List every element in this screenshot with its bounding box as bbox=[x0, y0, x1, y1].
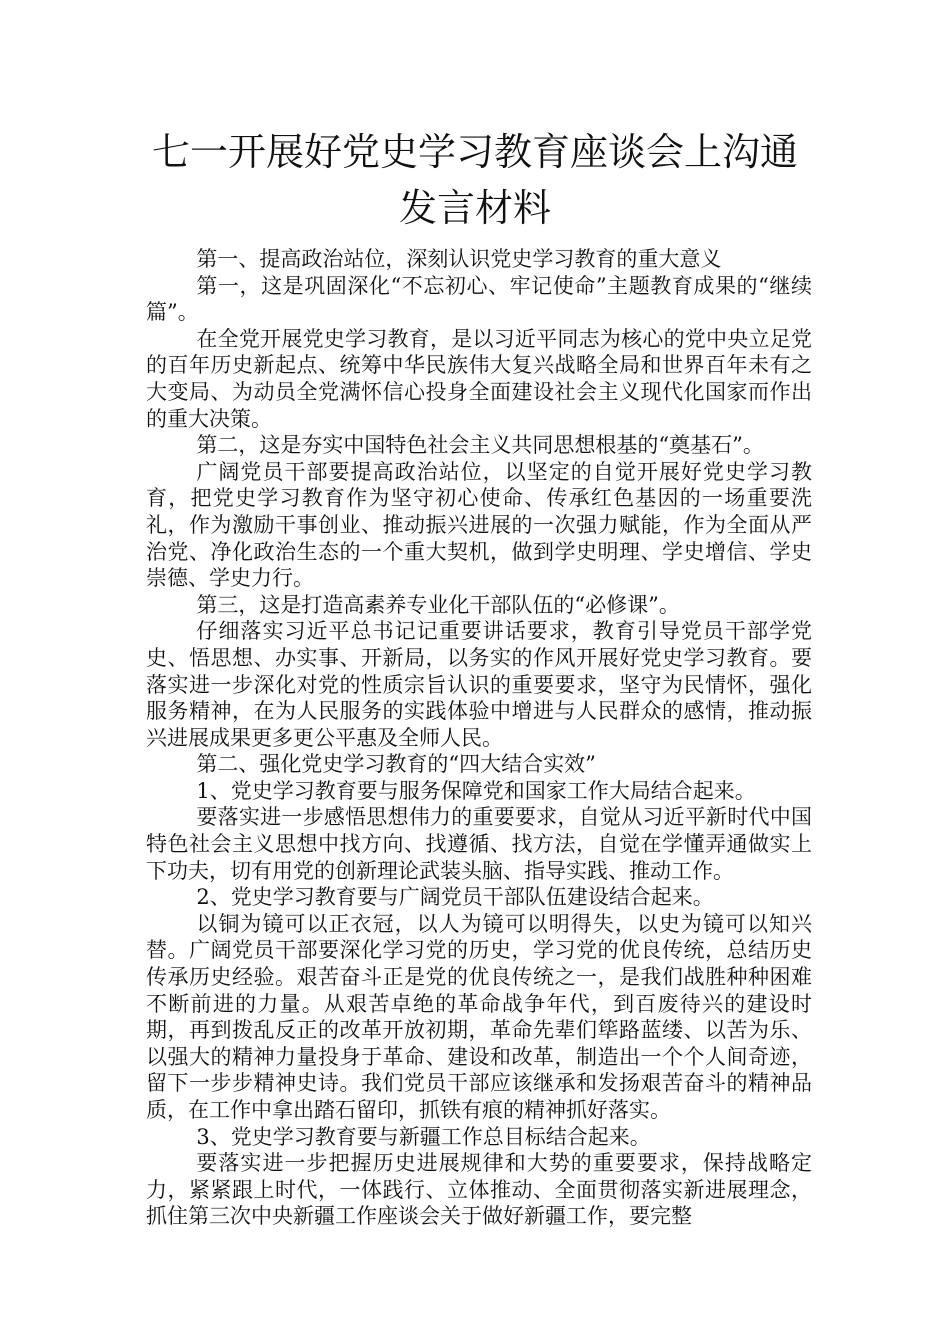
numbered-item-2: 2、党史学习教育要与广阔党员干部队伍建设结合起来。 bbox=[196, 885, 714, 910]
paragraph: 广阔党员干部要提高政治站位，以坚定的自觉开展好党史学习教育，把党史学习教育作为坚守初心使命、传承红色基因的一场重要洗礼，作为激励干事创业、推动振兴进展的一次强力赋能，作为全面从严治党、净化政治生态的一个重大契机，做到学史明理、学史增信、学史崇德、学史力行。 bbox=[146, 459, 812, 591]
paragraph: 要落实进一步把握历史进展规律和大势的重要要求，保持战略定力，紧紧跟上时代，一体践行、立体推动、全面贯彻落实新进展理念，抓住第三次中央新疆工作座谈会关于做好新疆工作，要完整 bbox=[146, 1151, 812, 1229]
paragraph-point-2: 第二，这是夯实中国特色社会主义共同思想根基的“奠基石”。 bbox=[196, 433, 764, 458]
paragraph: 仔细落实习近平总书记记重要讲话要求，教育引导党员干部学党史、悟思想、办实事、开新局，以务实的作风开展好党史学习教育。要落实进一步深化对党的性质宗旨认识的重要要求，坚守为民情怀，强化服务精神，在为人民服务的实践体验中增进与人民群众的感情，推动振兴进展成果更多更公平惠及全师人民。 bbox=[146, 619, 812, 750]
paragraph-point-1: 第一，这是巩固深化“不忘初心、牢记使命”主题教育成果的“继续篇”。 bbox=[146, 273, 812, 325]
document-body bbox=[146, 246, 812, 1230]
numbered-item-3: 3、党史学习教育要与新疆工作总目标结合起来。 bbox=[196, 1124, 651, 1149]
paragraph: 以铜为镜可以正衣冠，以人为镜可以明得失，以史为镜可以知兴替。广阔党员干部要深化学习党的历史，学习党的优良传统，总结历史传承历史经验。艰苦奋斗正是党的优良传统之一，是我们战胜种种困难不断前进的力量。从艰苦卓绝的革命战争年代，到百废待兴的建设时期，再到拨乱反正的改革开放初期，革命先辈们筚路蓝缕、以苦为乐、以强大的精神力量投身于革命、建设和改革，制造出一个个人间奇迹，留下一步步精神史诗。我们党员干部应该继承和发扬艰苦奋斗的精神品质，在工作中拿出踏石留印，抓铁有痕的精神抓好落实。 bbox=[146, 911, 812, 1122]
document-title: 七一开展好党史学习教育座谈会上沟通发言材料 bbox=[151, 130, 798, 230]
paragraph: 要落实进一步感悟思想伟力的重要要求，自觉从习近平新时代中国特色社会主义思想中找方向、找遵循、找方法，自觉在学懂弄通做实上下功夫，切有用党的创新理论武装头脑、指导实践、推动工作。 bbox=[146, 805, 812, 883]
paragraph: 在全党开展党史学习教育，是以习近平同志为核心的党中央立足党的百年历史新起点、统筹中华民族伟大复兴战略全局和世界百年未有之大变局、为动员全党满怀信心投身全面建设社会主义现代化国家而作出的重大决策。 bbox=[146, 326, 812, 431]
section-heading-2: 第二、强化党史学习教育的“四大结合实效” bbox=[196, 752, 596, 777]
section-heading-1: 第一、提高政治站位，深刻认识党史学习教育的重大意义 bbox=[196, 247, 722, 271]
numbered-item-1: 1、党史学习教育要与服务保障党和国家工作大局结合起来。 bbox=[196, 778, 756, 803]
paragraph-point-3: 第三，这是打造高素养专业化干部队伍的“必修课”。 bbox=[196, 592, 680, 617]
